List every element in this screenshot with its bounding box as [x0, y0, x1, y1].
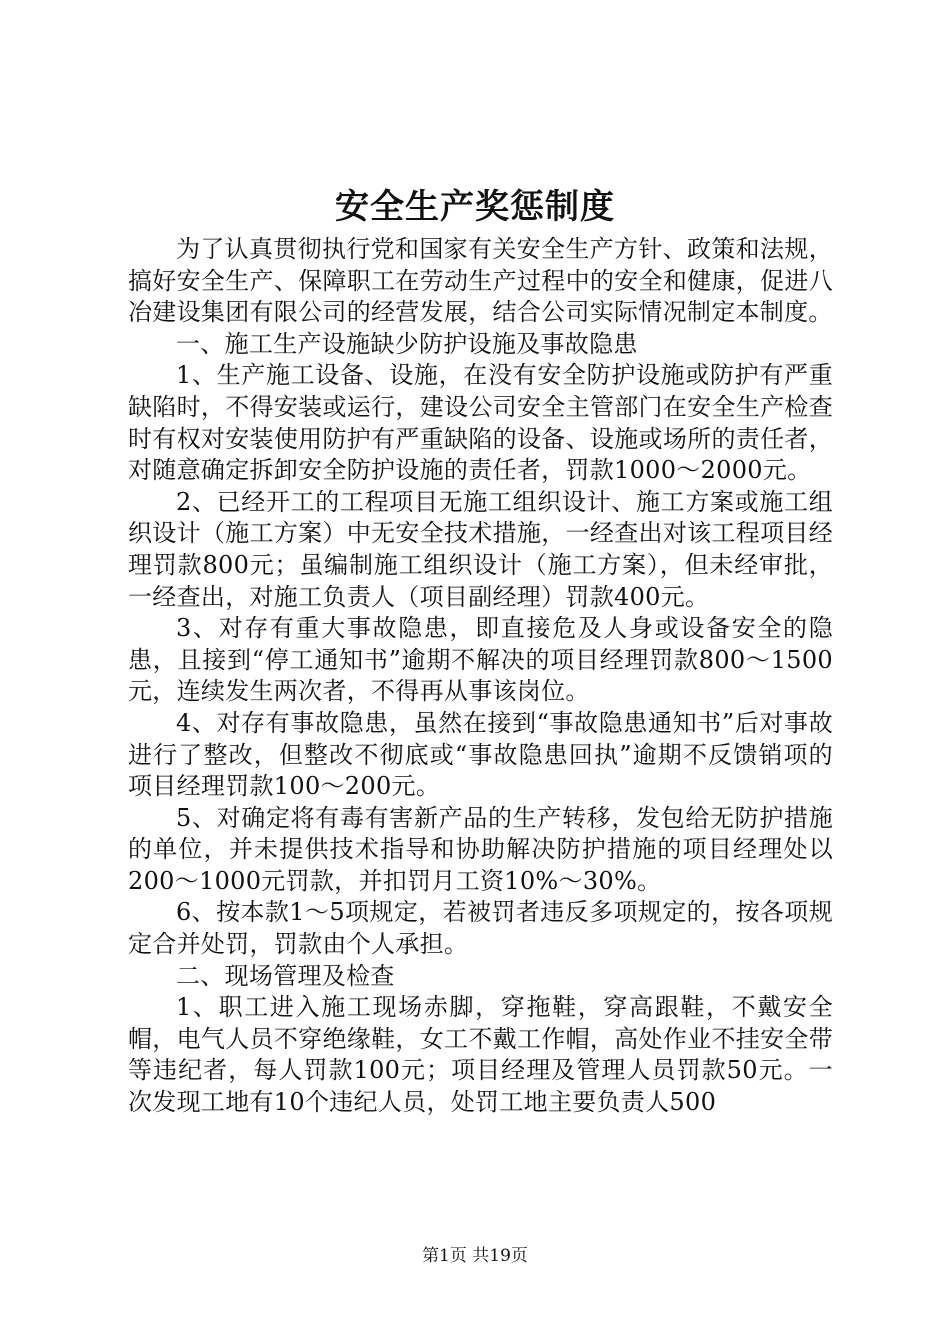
clause-1-3: 3、对存有重大事故隐患，即直接危及人身或设备安全的隐患，且接到“停工通知书”逾期不解决的项目经理罚款800～1500元，连续发生两次者，不得再从事该岗位。	[128, 614, 833, 706]
clause-2-1: 1、职工进入施工现场赤脚，穿拖鞋，穿高跟鞋，不戴安全帽，电气人员不穿绝缘鞋，女工不戴工作帽，高处作业不挂安全带等违纪者，每人罚款100元；项目经理及管理人员罚款50元。一次发现工地有10个违纪人员，处罚工地主要负责人500	[128, 993, 833, 1117]
clause-1-1: 1、生产施工设备、设施，在没有安全防护设施或防护有严重缺陷时，不得安装或运行，建设公司安全主管部门在安全生产检查时有权对安装使用防护有严重缺陷的设备、设施或场所的责任者，对随意确定拆卸安全防护设施的责任者，罚款1000～2000元。	[128, 361, 833, 485]
section-heading-1: 一、施工生产设施缺少防护设施及事故隐患	[176, 329, 638, 358]
document-body	[128, 234, 833, 1119]
document-title: 安全生产奖惩制度	[335, 187, 615, 227]
clause-1-5: 5、对确定将有毒有害新产品的生产转移，发包给无防护措施的单位，并未提供技术指导和协助解决防护措施的项目经理处以200～1000元罚款，并扣罚月工资10%～30%。	[128, 803, 833, 895]
clause-1-6: 6、按本款1～5项规定，若被罚者违反多项规定的，按各项规定合并处罚，罚款由个人承担。	[128, 898, 833, 959]
page-number-footer: 第1页 共19页	[422, 1246, 528, 1266]
clause-1-4: 4、对存有事故隐患，虽然在接到“事故隐患通知书”后对事故进行了整改，但整改不彻底或“事故隐患回执”逾期不反馈销项的项目经理罚款100～200元。	[128, 708, 833, 801]
intro-paragraph: 为了认真贯彻执行党和国家有关安全生产方针、政策和法规，搞好安全生产、保障职工在劳动生产过程中的安全和健康，促进八冶建设集团有限公司的经营发展，结合公司实际情况制定本制度。	[128, 235, 833, 327]
section-heading-2: 二、现场管理及检查	[176, 961, 395, 990]
clause-1-2: 2、已经开工的工程项目无施工组织设计、施工方案或施工组织设计（施工方案）中无安全技术措施，一经查出对该工程项目经理罚款800元；虽编制施工组织设计（施工方案），但未经审批，一经查出，对施工负责人（项目副经理）罚款400元。	[128, 487, 833, 611]
